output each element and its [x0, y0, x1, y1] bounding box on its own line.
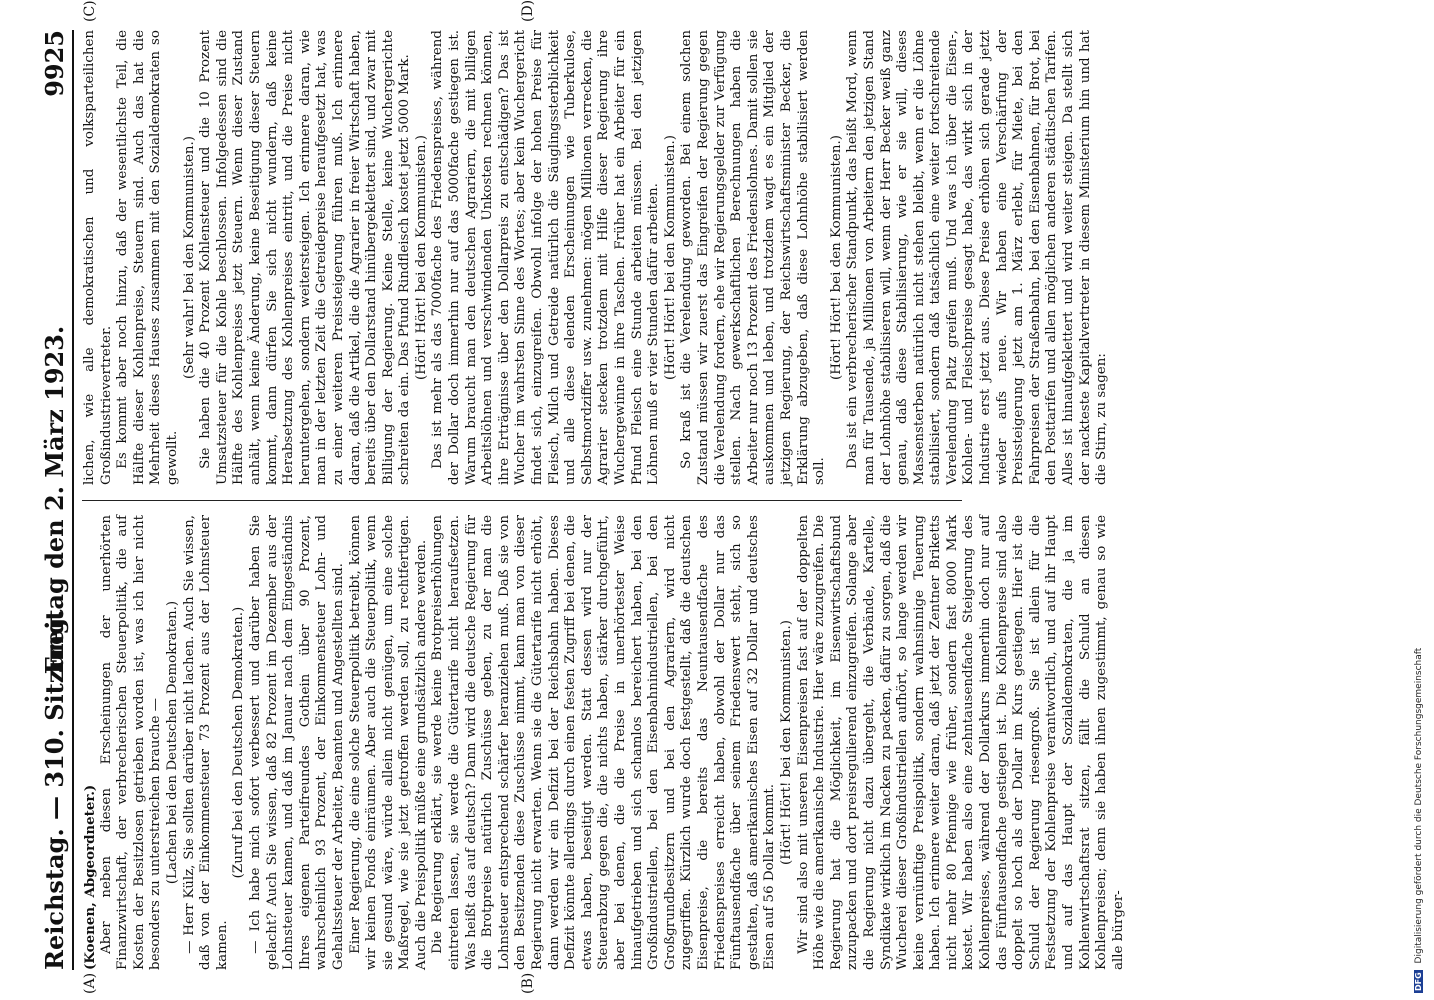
- digitization-credit: [1414, 8, 1428, 993]
- credit-text: Digitalisierung gefördert durch die Deutsche Forschungsgemeinschaft: [1414, 647, 1424, 964]
- dfg-logo: DFG: [1414, 972, 1423, 991]
- interjection: (Sehr wahr! bei den Kommunisten.): [181, 135, 197, 380]
- marginal-b: (B): [520, 972, 536, 994]
- page-number: 9925: [40, 30, 69, 97]
- running-head-left: Reichstag. — 310. Sitzung.: [40, 609, 69, 970]
- interjection: (Hört! Hört! bei den Kommunisten.): [828, 135, 844, 380]
- paragraph: (Koenen, Abgeordneter.): [82, 784, 98, 970]
- paragraph: Sie haben die 40 Prozent Kohlensteuer und die 10 Prozent Umsatzsteuer für die Kohle beschlossen. Infolgedessen sind die Hälfte des Kohlenpreises jetzt Steuern. Wenn dieser Zustand anhält, wenn keine Änderung, keine Beseitigung dieser Steuern kommt, dann dürfen Sie sich nicht wundern, daß keine Herabsetzung des Kohlenpreises eintritt, und die Preise nicht heruntergehen, sondern weitersteigen. Ich erinnere daran, wie man in der letzten Zeit die Getreidepreise heraufgesetzt hat, was zu einer weiteren Preissteigerung führen muß. Ich erinnere daran, daß die Artikel, die die Agrarier in freier Wirtschaft haben, bereits über den Dollarstand hinübergeklettert sind, und zwar mit Billigung der Regierung. Keine Stelle, keine Wuchergerichte schreiten da ein. Das Pfund Rindfleisch kostet jetzt 5000 Mark.: [198, 30, 413, 485]
- marginal-c: (C): [82, 0, 98, 22]
- interjection: (Hört! Hört! bei den Kommunisten.): [778, 620, 794, 865]
- paragraph: Das ist ein verbrecherischer Standpunkt, das heißt Mord, wenn man für Tausende, ja Millionen von Arbeitern den jetzigen Stand der Lohnhöhe stabilisieren will, wenn der Herr Becker weiß ganz genau, daß diese Stabilisierung, wie er sie will, dieses Massensterben natürlich nicht stehen bleibt, wenn er die Löhne stabilisiert, sondern daß tatsächlich eine weiter fortschreitende Verelendung Platz greifen muß. Und was ich über die Eisen-, Kohlen- und Fleischpreise gesagt habe, das wirkt sich in der Industrie erst jetzt aus. Diese Preise erhöhen sich gerade jetzt wieder aufs neue. Wir haben eine Verschärfung der Preissteigerung jetzt am 1. März erlebt, für Miete, bei den Fahrpreisen der Straßenbahn, bei den Eisenbahnen, für Brot, bei den Posttarifen und allen möglichen anderen städtischen Tarifen. Alles ist hinaufgeklettert und wird weiter steigen. Da stellt sich der nackteste Kapitalvertreter in diesem Ministerium hin und hat die Stirn, zu sagen:: [845, 30, 1110, 485]
- paragraph: — Herr Külz, Sie sollten darüber nicht lachen. Auch Sie wissen, daß von der Einkommensteuer 73 Prozent aus der Lohnsteuer kamen.: [181, 515, 230, 970]
- paragraph: Es kommt aber noch hinzu, daß der wesentlichste Teil, die Hälfte dieser Kohlenpreise, Steuern sind. Auch das hat die Mehrheit dieses Hauses zusammen mit den Sozialdemokraten so gewollt.: [115, 30, 180, 485]
- paragraph: — Ich habe mich sofort verbessert und darüber haben Sie gelacht? Auch Sie wissen, daß 82 Prozent im Dezember aus der Lohnsteuer kamen, und daß im Januar nach dem Eingeständnis Ihres eigenen Parteifreundes Gothein über 90 Prozent, wahrscheinlich 93 Prozent, der Einkommensteuer Lohn- und Gehaltssteuer der Arbeiter, Beamten und Angestellten sind.: [247, 515, 346, 970]
- paragraph: Aber neben diesen Erscheinungen der unerhörten Finanzwirtschaft, der verbrecherischen Steuerpolitik, die auf Kosten der Besitzlosen getrieben worden ist, was ich hier nicht besonders zu unterstreichen brauche —: [98, 515, 164, 970]
- text-column-right: [82, 30, 1110, 485]
- interjection: (Zuruf bei den Deutschen Demokraten.): [231, 606, 247, 879]
- paragraph: Die Regierung erklärt, sie werde keine Brotpreiserhöhungen eintreten lassen, sie werde die Gütertarife nicht heraufsetzen. Was heißt das auf deutsch? Dann wird die deutsche Regierung für die Brotpreise natürlich Zuschüsse geben, zu der man die Lohnsteuer entsprechend schärfer heranziehen muß. Daß sie von den Besitzenden diese Zuschüsse nimmt, kann man von dieser Regierung nicht erwarten. Wenn sie die Gütertarife nicht erhöht, dann werden wir ein Defizit bei der Reichsbahn haben. Dieses Defizit könnte allerdings durch einen festen Zugriff bei denen, die etwas haben, beseitigt werden. Statt dessen wird nur der Steuerabzug gegen die, die nichts haben, stärker durchgeführt, aber bei denen, die die Preise in unerhörtester Weise hinaufgetrieben und sich schamlos bereichert haben, bei den Großindustriellen, bei den Eisenbahnindustriellen, bei den Großgrundbesitzern und bei den Agrariern, wird nicht zugegriffen. Kürzlich wurde doch festgestellt, daß die deutschen Eisenpreise, die bereits das Neuntausendfache des Friedenspreises erreicht haben, obwohl der Dollar nur das Fünftausendfache über seinem Friedenswert steht, sich so gestalten, daß amerikanisches Eisen auf 32 Dollar und deutsches Eisen auf 56 Dollar kommt.: [430, 515, 778, 970]
- marginal-a: (A): [82, 972, 98, 994]
- interjection: (Hört! Hört! bei den Kommunisten.): [413, 135, 429, 380]
- paragraph: Wir sind also mit unseren Eisenpreisen fast auf der doppelten Höhe wie die amerikanische Industrie. Hier wäre zuzugreifen. Die Regierung hat die Möglichkeit, im Eisenwirtschaftsbund zuzupacken und dort preisregulierend einzugreifen. Solange aber die Regierung nicht dazu übergeht, die Verbände, Kartelle, Syndikate wirklich im Nacken zu packen, dafür zu sorgen, daß die Wucherei dieser Großindustriellen aufhört, so lange werden wir keine vernünftige Preispolitik, sondern wahnsinnige Teuerung haben. Ich erinnere weiter daran, daß jetzt der Zentner Briketts nicht mehr 80 Pfennige wie früher, sondern fast 8000 Mark kostet. Wir haben also eine zehntausendfache Steigerung des Kohlenpreises, während der Dollarkurs immerhin doch nur auf das Fünftausendfache gestiegen ist. Die Kohlenpreise sind also doppelt so hoch als der Dollar im Kurs gestiegen. Hier ist die Schuld der Regierung riesengroß. Sie ist allein für die Festsetzung der Kohlenpreise verantwortlich, und auf ihr Haupt und auf das Haupt der Sozialdemokraten, die ja im Kohlenwirtschaftsrat sitzen, fällt die Schuld an diesen Kohlenpreisen; denn sie haben ihnen zugestimmt, genau so wie alle bürger-: [795, 515, 1126, 970]
- interjection: (Lachen bei den Deutschen Demokraten.): [164, 600, 180, 885]
- paragraph: Das ist mehr als das 7000fache des Friedenspreises, während der Dollar doch immerhin nur auf das 5000fache gestiegen ist. Warum braucht man den deutschen Agrariern, die mit billigen Arbeitslöhnen und verschwindenden Unkosten rechnen können, ihre Erträgnisse über den Dollarpreis zu entschädigen? Das ist Wucher im wahrsten Sinne des Wortes; aber kein Wuchergericht findet sich, einzugreifen. Obwohl infolge der hohen Preise für Fleisch, Milch und Getreide natürlich die Säuglingssterblichkeit und alle diese elenden Erscheinungen wie Tuberkulose, Selbstmordziffer usw. zunehmen: mögen Millionen verrecken, die Agrarier stecken trotzdem mit Hilfe dieser Regierung ihre Wuchergewinne in ihre Taschen. Früher hat ein Arbeiter für ein Pfund Fleisch eine Stunde arbeiten müssen. Bei den jetzigen Löhnen muß er vier Stunden dafür arbeiten.: [430, 30, 662, 485]
- running-head: [40, 30, 74, 970]
- column-divider: [82, 500, 962, 501]
- paragraph: So kraß ist die Verelendung geworden. Bei einem solchen Zustand müssen wir zuerst das Eingreifen der Regierung gegen die Verelendung fordern, ehe wir Regierungsgelder zur Verfügung stellen. Nach gewerkschaftlichen Berechnungen haben die Arbeiter nur noch 13 Prozent des Friedenslohnes. Damit sollen sie auskommen und leben, und trotzdem wagt es ein Mitglied der jetzigen Regierung, der Reichswirtschaftsminister Becker, die Erklärung abzugeben, daß diese Lohnhöhe stabilisiert werden soll.: [679, 30, 828, 485]
- paragraph: Einer Regierung, die eine solche Steuerpolitik betreibt, können wir keinen Fonds einräumen. Aber auch die Steuerpolitik, wenn sie gesund wäre, würde allein nicht genügen, um eine solche Maßregel, wie sie jetzt getroffen werden soll, zu rechtfertigen. Auch die Preispolitik müßte eine grundsätzlich andere werden.: [347, 515, 429, 970]
- paragraph: lichen, wie alle demokratischen und volksparteilichen Großindustrievertreter.: [82, 30, 114, 485]
- text-column-left: [82, 515, 1126, 970]
- marginal-d: (D): [520, 0, 536, 22]
- head-rule: [72, 30, 74, 970]
- interjection: (Hört! Hört! bei den Kommunisten.): [662, 135, 678, 380]
- running-head-date: Freitag den 2. März 1923.: [40, 325, 69, 675]
